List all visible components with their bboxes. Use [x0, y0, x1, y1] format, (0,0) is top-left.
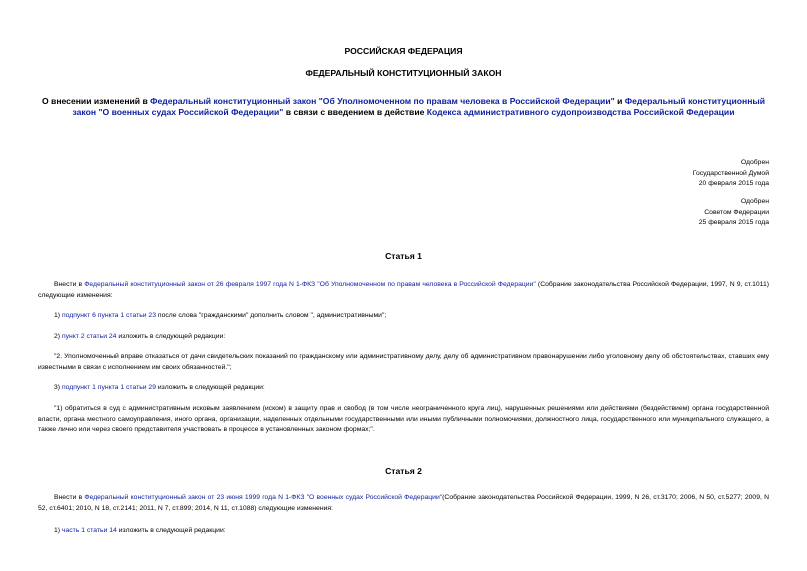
paragraph-text: после слова "гражданскими" дополнить словом ", административными";: [156, 312, 387, 319]
link-ombudsman-law-1997[interactable]: Федеральный конституционный закон от 26 февраля 1997 года N 1-ФКЗ "Об Уполномоченном по правам человека в Российской Федерации": [84, 281, 536, 288]
title-text-2: и: [614, 96, 625, 106]
item-number: 3): [54, 384, 62, 391]
approval-date: 25 февраля 2015 года: [698, 219, 769, 226]
paragraph-text: Внести в: [54, 281, 85, 288]
title-link-admin-procedure-code[interactable]: Кодекса административного судопроизводства Российской Федерации: [426, 107, 735, 117]
paragraph-text: изложить в следующей редакции:: [116, 333, 226, 340]
approval-line: Одобрен: [740, 159, 769, 166]
article-1-quote-2: "2. Уполномоченный вправе отказаться от дачи свидетельских показаний по гражданскому или административному делу, делу об административном правонарушении либо уголовному делу об обстоятельствах, ставших ему известными в связи с исполнением им своих обязанностей.";: [38, 353, 769, 371]
link-subparagraph-1-art-29[interactable]: подпункт 1 пункта 1 статьи 29: [61, 384, 156, 391]
link-part-1-art-14[interactable]: часть 1 статьи 14: [61, 527, 117, 534]
paragraph-text: (Собрание законодательства Российской Федерации, 1997, N 9, ст.1011) следующие изменения:: [38, 281, 769, 299]
approval-date: 20 февраля 2015 года: [698, 180, 769, 187]
approval-federation-council: [699, 197, 769, 229]
article-2-heading: Статья 2: [385, 466, 422, 476]
approval-body: Государственной Думой: [692, 169, 769, 177]
article-1-intro: [38, 280, 769, 301]
article-1-item-2: [38, 332, 769, 343]
article-1-quote-3: "1) обратиться в суд с административным исковым заявлением (иском) в защиту прав и свобод (в том числе неограниченного круга лиц), нарушенных решениями или действиями (бездействием) органа государственной власти, органа местного самоуправления, иного органа, организации, наделенных отдельными государственными или иными публичными полномочиями, должностного лица, государственного или муниципального служащего, а также лично или через своего представителя участвовать в процессе в установленных законом формах;".: [38, 405, 769, 433]
article-1-item-3: [38, 383, 769, 394]
law-type-heading: ФЕДЕРАЛЬНЫЙ КОНСТИТУЦИОННЫЙ ЗАКОН: [305, 68, 502, 78]
article-2-intro: [38, 493, 769, 514]
link-military-courts-law-1999[interactable]: Федеральный конституционный закон от 23 июня 1999 года N 1-ФКЗ "О военных судах Российской Федерации": [84, 494, 443, 501]
paragraph-text: (Собрание законодательства Российской Федерации, 1999, N 26, ст.3170; 2006, N 50, ст.5277; 2009, N 52, ст.6401; 2010, N 18, ст.2141; 2011, N 7, ст.899; 2014, N 11, ст.1088) следующие изменения:: [38, 494, 769, 512]
article-1-heading: Статья 1: [385, 251, 422, 261]
title-link-ombudsman-law[interactable]: Федеральный конституционный закон "Об Уполномоченном по правам человека в Российской Федерации": [150, 96, 615, 106]
article-1-item-1: [38, 311, 769, 322]
document-title: [40, 96, 767, 118]
item-number: 1): [54, 312, 62, 319]
title-link-military-courts-law[interactable]: Федеральный конституционный закон "О военных судах Российской Федерации": [72, 96, 766, 117]
paragraph-text: изложить в следующей редакции:: [156, 384, 265, 391]
approval-state-duma: [693, 158, 769, 190]
title-text-3: в связи с введением в действие: [283, 107, 427, 117]
paragraph-text: изложить в следующей редакции:: [116, 527, 226, 534]
article-2-item-1: [38, 526, 769, 537]
approval-body: Советом Федерации: [704, 208, 769, 216]
item-number: 1): [54, 527, 62, 534]
link-subparagraph-6-art-23[interactable]: подпункт 6 пункта 1 статьи 23: [61, 312, 156, 319]
link-paragraph-2-art-24[interactable]: пункт 2 статьи 24: [61, 333, 117, 340]
country-heading: РОССИЙСКАЯ ФЕДЕРАЦИЯ: [344, 46, 463, 56]
approval-line: Одобрен: [740, 198, 769, 205]
item-number: 2): [54, 333, 62, 340]
paragraph-text: Внести в: [54, 494, 85, 501]
title-text-1: О внесении изменений в: [41, 96, 151, 106]
